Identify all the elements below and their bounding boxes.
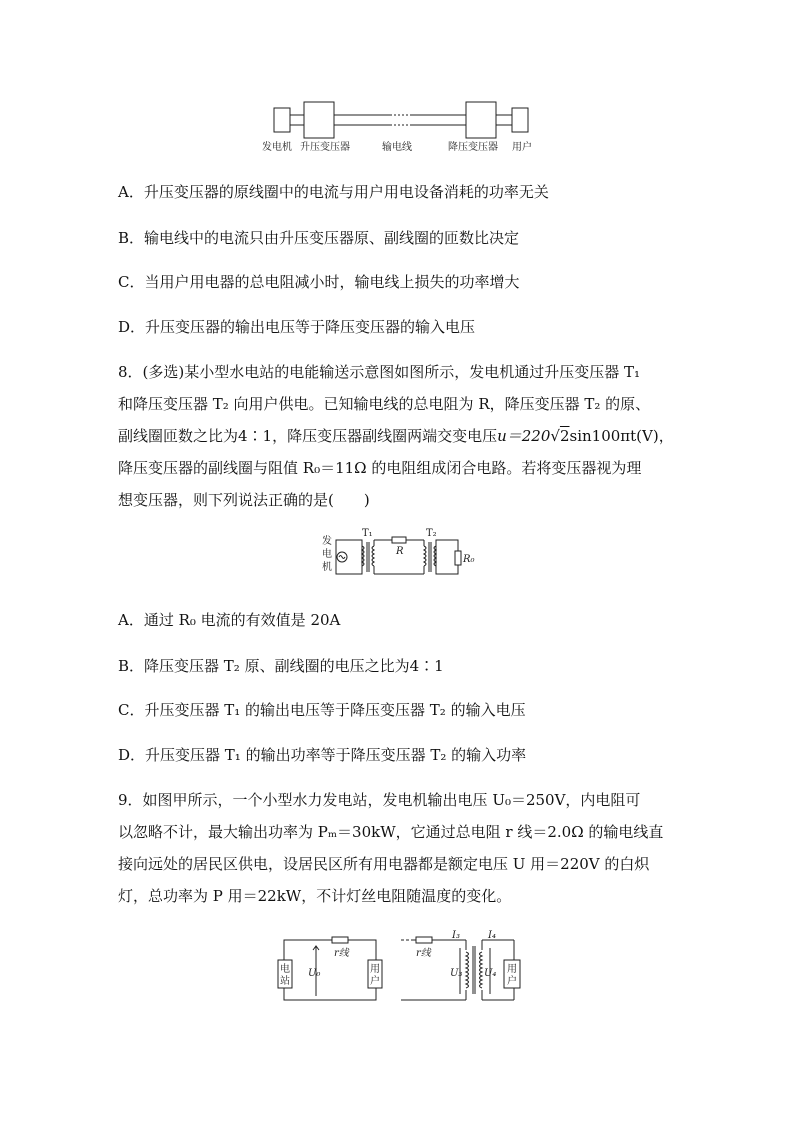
q8-line-2: 和降压变压器 T₂ 向用户供电。已知输电线的总电阻为 R，降压变压器 T₂ 的原、 (118, 395, 651, 413)
user-char-1-left: 用 (370, 964, 380, 975)
q9-line-3: 接向远处的居民区供电，设居民区所有用电器都是额定电压 U 用＝220V 的白炽 (118, 855, 650, 873)
label-generator: 发电机 (262, 142, 292, 153)
resistor-r (392, 537, 406, 543)
label-i4: I₄ (488, 930, 496, 941)
user-char-2-left: 户 (370, 976, 380, 987)
q7-option-a: A．升压变压器的原线圈中的电流与用户用电设备消耗的功率无关 (118, 183, 549, 201)
q8-line-3: 副线圈匝数之比为4∶1，降压变压器副线圈两端交变电压u＝220√2sin100πt(V)， (118, 427, 674, 445)
step-down-transformer-box (466, 102, 496, 138)
user-box (512, 108, 528, 132)
t-secondary-coil (480, 952, 483, 988)
gen-char-2: 电 (322, 549, 332, 560)
sqrt-sign: √ (550, 427, 560, 445)
label-r-line-left: r线 (334, 948, 349, 959)
label-t2: T₂ (426, 528, 437, 539)
q9-line-4: 灯，总功率为 P 用＝22kW，不计灯丝电阻随温度的变化。 (118, 887, 512, 905)
q9-line-2: 以忽略不计，最大输出功率为 Pₘ＝30kW，它通过总电阻 r 线＝2.0Ω 的输电线直 (118, 823, 664, 841)
label-step-up: 升压变压器 (300, 142, 350, 153)
q8-option-d: D．升压变压器 T₁ 的输出功率等于降压变压器 T₂ 的输入功率 (118, 746, 527, 764)
generator-box (274, 108, 290, 132)
label-r: R (396, 546, 404, 557)
station-char-1: 电 (280, 964, 290, 975)
station-char-2: 站 (280, 976, 290, 987)
resistor-r0 (455, 551, 461, 565)
t2-primary-coil (424, 546, 426, 566)
gen-char-1: 发 (322, 536, 332, 547)
user-char-1-right: 用 (507, 964, 517, 975)
label-r-line-right: r线 (416, 948, 431, 959)
transmission-diagram (260, 98, 550, 158)
t-primary-coil (466, 952, 469, 988)
q7-option-b: B．输电线中的电流只由升压变压器原、副线圈的匝数比决定 (118, 229, 520, 247)
gen-char-3: 机 (322, 562, 332, 573)
q8-circuit-diagram (318, 524, 478, 584)
label-i3: I₃ (452, 930, 460, 941)
user-char-2-right: 户 (507, 976, 517, 987)
q7-option-d: D．升压变压器的输出电压等于降压变压器的输入电压 (118, 318, 476, 336)
q8-line-1: 8．(多选)某小型水电站的电能输送示意图如图所示，发电机通过升压变压器 T₁ (118, 363, 641, 381)
q8-line-5: 想变压器，则下列说法正确的是( ) (118, 491, 370, 509)
label-u3: U₃ (450, 968, 463, 979)
label-step-down: 降压变压器 (448, 142, 498, 153)
q8-option-c: C．升压变压器 T₁ 的输出电压等于降压变压器 T₂ 的输入电压 (118, 701, 526, 719)
q9-line-1: 9．如图甲所示，一个小型水力发电站，发电机输出电压 U₀＝250V，内电阻可 (118, 791, 641, 809)
label-user: 用户 (512, 142, 532, 153)
label-line: 输电线 (382, 142, 412, 153)
q7-option-c: C．当用户用电器的总电阻减小时，输电线上损失的功率增大 (118, 273, 520, 291)
q8-option-a: A．通过 R₀ 电流的有效值是 20A (118, 611, 341, 629)
q8-line-4: 降压变压器的副线圈与阻值 R₀＝11Ω 的电阻组成闭合电路。若将变压器视为理 (118, 459, 642, 477)
q9-circuit-diagram (276, 926, 526, 1008)
resistor-r-line-right (416, 937, 432, 943)
q8-option-b: B．降压变压器 T₂ 原、副线圈的电压之比为4∶1 (118, 657, 444, 675)
label-r0: R₀ (463, 554, 475, 565)
step-up-transformer-box (304, 102, 334, 138)
label-u0: U₀ (308, 968, 321, 979)
label-u4: U₄ (484, 968, 497, 979)
t1-secondary-coil (372, 546, 374, 566)
resistor-r-line-left (332, 937, 348, 943)
label-t1: T₁ (362, 528, 373, 539)
